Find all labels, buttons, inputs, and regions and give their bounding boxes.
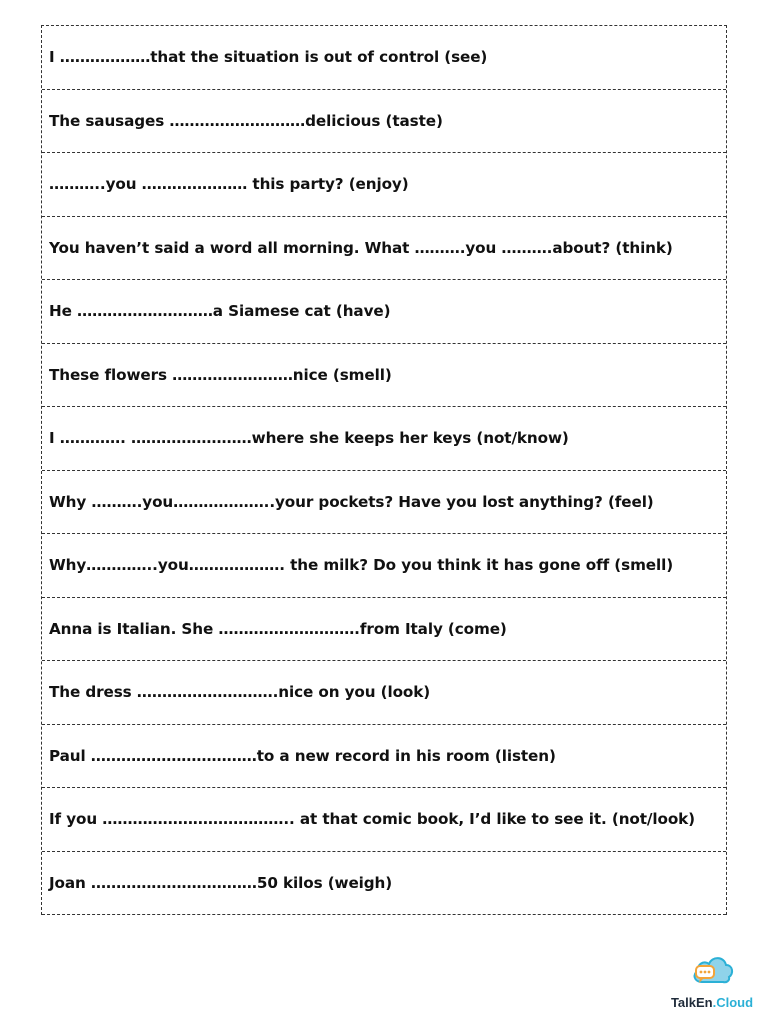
chat-cloud-icon	[688, 952, 736, 988]
exercise-row	[42, 788, 726, 852]
exercise-row	[42, 90, 726, 154]
exercise-sentence: Why ……….you………………..your pockets? Have you lost anything? (feel)	[49, 492, 654, 511]
exercise-row	[42, 598, 726, 662]
exercise-sentence: If you ……………………………….. at that comic book, I’d like to see it. (not/look)	[49, 810, 695, 829]
exercise-sentence: Anna is Italian. She ……………………….from Italy (come)	[49, 619, 507, 638]
exercise-row	[42, 217, 726, 281]
exercise-row	[42, 280, 726, 344]
exercise-row	[42, 534, 726, 598]
exercise-row	[42, 407, 726, 471]
exercise-sentence: These flowers ……………………nice (smell)	[49, 365, 392, 384]
exercise-row	[42, 852, 726, 916]
exercise-row	[42, 725, 726, 789]
exercise-row	[42, 661, 726, 725]
exercise-sentence: Paul ……………………………to a new record in his room (listen)	[49, 746, 556, 765]
exercise-row	[42, 344, 726, 408]
brand-name-accent: .Cloud	[712, 995, 754, 1010]
exercise-table	[41, 25, 727, 915]
exercise-sentence: I …………. ……………………where she keeps her keys (not/know)	[49, 429, 569, 448]
brand-name	[670, 995, 754, 1010]
exercise-row	[42, 26, 726, 90]
exercise-sentence: ………..you ………………… this party? (enjoy)	[49, 175, 409, 194]
exercise-sentence: He ………………………a Siamese cat (have)	[49, 302, 391, 321]
exercise-sentence: I ………………that the situation is out of control (see)	[49, 48, 488, 67]
exercise-sentence: Joan ……………………………50 kilos (weigh)	[49, 873, 393, 892]
brand-name-main: TalkEn	[670, 995, 713, 1010]
brand-logo	[670, 952, 754, 1010]
exercise-sentence: The sausages ………………………delicious (taste)	[49, 111, 443, 130]
exercise-sentence: You haven’t said a word all morning. What ……….you ……….about? (think)	[49, 238, 673, 257]
exercise-row	[42, 471, 726, 535]
exercise-sentence: The dress ……………………….nice on you (look)	[49, 683, 431, 702]
exercise-sentence: Why…………..you………………. the milk? Do you think it has gone off (smell)	[49, 556, 674, 575]
exercise-row	[42, 153, 726, 217]
